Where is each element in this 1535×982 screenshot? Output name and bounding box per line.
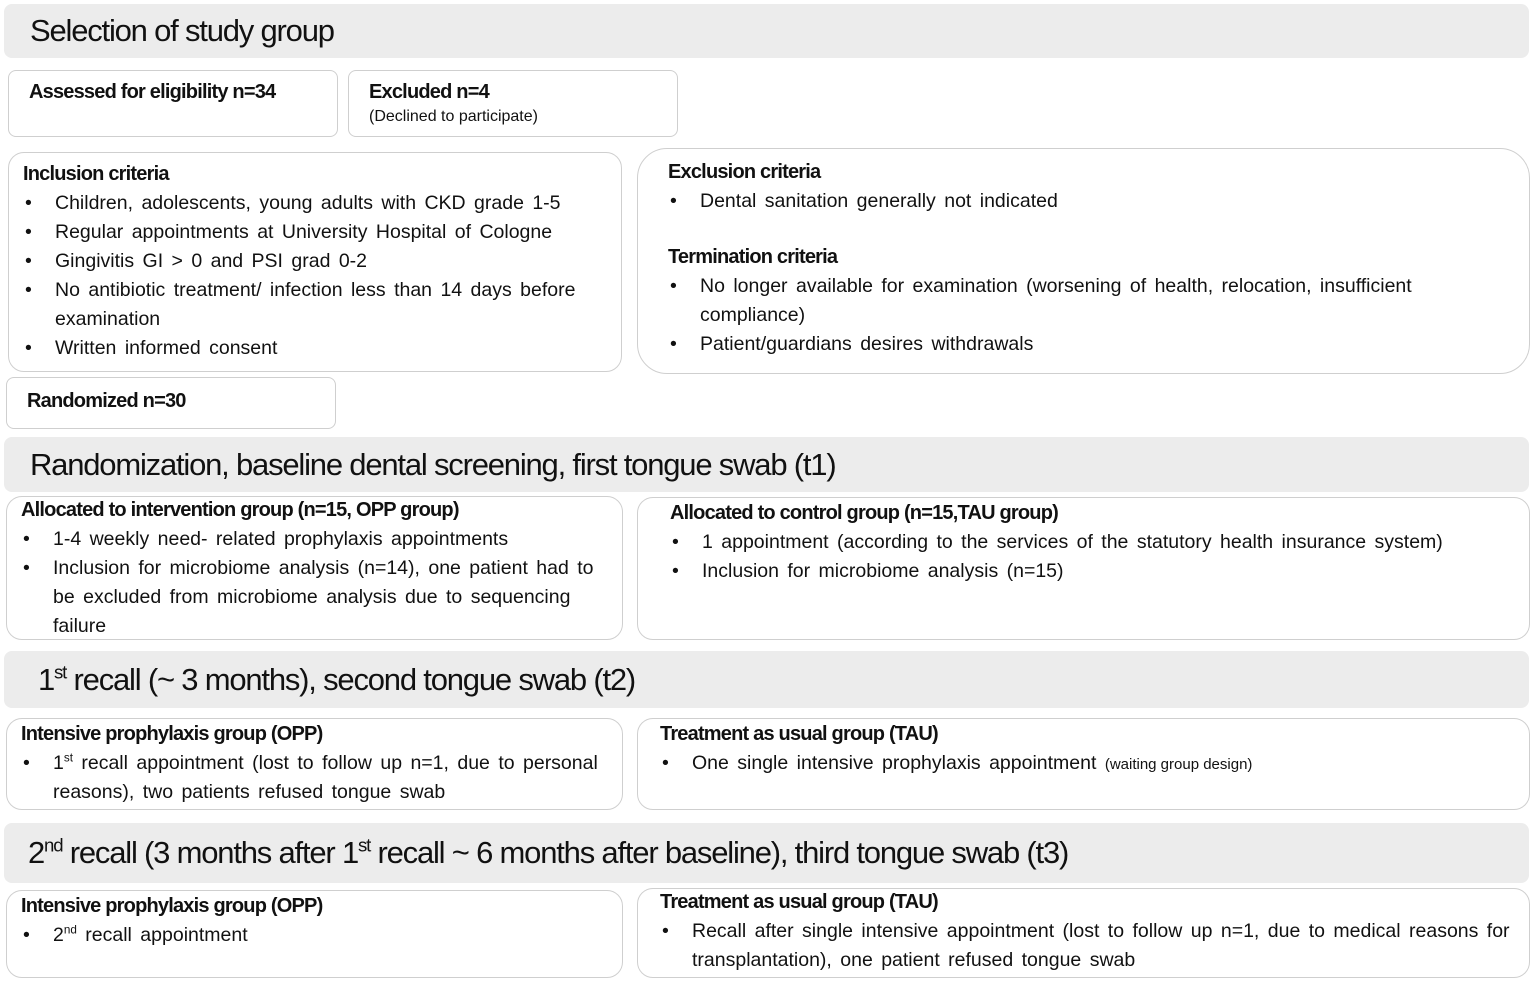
opp-first-recall-box xyxy=(6,718,623,810)
excluded-label: Excluded n=4 xyxy=(369,81,489,103)
tau1-title: Treatment as usual group (TAU) xyxy=(660,723,938,745)
control-group-box xyxy=(637,497,1530,640)
list-item: • One single intensive prophylaxis appointment (waiting group design) xyxy=(660,749,1511,779)
opp2-title: Intensive prophylaxis group (OPP) xyxy=(21,895,323,917)
list-item: • Gingivitis GI > 0 and PSI grad 0-2 xyxy=(23,247,607,276)
intervention-list xyxy=(21,525,608,641)
list-item: • 1st recall appointment (lost to follow up n=1, due to personal reasons), two patients refused tongue swab xyxy=(21,749,608,807)
section-title: 2nd recall (3 months after 1st recall ~ 6 months after baseline), third tongue swab (t3) xyxy=(28,834,1069,870)
randomized-label: Randomized n=30 xyxy=(27,390,186,412)
termination-title: Termination criteria xyxy=(668,246,838,268)
opp1-list xyxy=(21,749,608,807)
list-item: • No antibiotic treatment/ infection less than 14 days before examination xyxy=(23,276,607,334)
control-list xyxy=(670,528,1511,586)
randomized-box xyxy=(6,377,336,429)
opp1-title: Intensive prophylaxis group (OPP) xyxy=(21,723,323,745)
inclusion-criteria-box xyxy=(8,152,622,372)
list-item: • Recall after single intensive appointment (lost to follow up n=1, due to medical reasons for transplantation), one patient refused tongue swab xyxy=(660,917,1511,975)
list-item: • Inclusion for microbiome analysis (n=15) xyxy=(670,557,1511,586)
intervention-group-box xyxy=(6,496,623,640)
excluded-box xyxy=(348,70,678,137)
tau2-title: Treatment as usual group (TAU) xyxy=(660,891,938,913)
list-item: • No longer available for examination (worsening of health, relocation, insufficient compliance) xyxy=(668,272,1511,330)
list-item: • Dental sanitation generally not indicated xyxy=(668,187,1511,216)
tau-second-recall-box xyxy=(637,888,1530,978)
inclusion-list xyxy=(23,189,607,363)
excluded-note: (Declined to participate) xyxy=(369,108,538,125)
list-item: • Written informed consent xyxy=(23,334,607,363)
section-header-randomization xyxy=(4,437,1529,492)
exclusion-title: Exclusion criteria xyxy=(668,161,821,183)
section-title: Selection of study group xyxy=(30,13,334,48)
section-title: Randomization, baseline dental screening, first tongue swab (t1) xyxy=(30,446,836,482)
list-item: • Inclusion for microbiome analysis (n=14), one patient had to be excluded from microbiome analysis due to sequencing failure xyxy=(21,554,608,641)
list-item: • 2nd recall appointment xyxy=(21,921,608,950)
section-title: 1st recall (~ 3 months), second tongue swab (t2) xyxy=(38,661,636,697)
list-item: • Children, adolescents, young adults with CKD grade 1-5 xyxy=(23,189,607,218)
section-header-second-recall xyxy=(4,823,1529,883)
section-header-first-recall xyxy=(4,651,1529,708)
section-header-selection xyxy=(4,4,1529,58)
termination-list xyxy=(668,272,1511,359)
tau1-list xyxy=(660,749,1511,779)
tau-first-recall-box xyxy=(637,718,1530,810)
intervention-title: Allocated to intervention group (n=15, OPP group) xyxy=(21,499,459,521)
opp-second-recall-box xyxy=(6,890,623,978)
assessed-box xyxy=(8,70,338,137)
inclusion-title: Inclusion criteria xyxy=(23,163,169,185)
exclusion-list xyxy=(668,187,1511,216)
list-item: • 1-4 weekly need- related prophylaxis appointments xyxy=(21,525,608,554)
exclusion-termination-box xyxy=(637,148,1530,374)
list-item: • 1 appointment (according to the services of the statutory health insurance system) xyxy=(670,528,1511,557)
control-title: Allocated to control group (n=15,TAU group) xyxy=(670,502,1058,524)
assessed-label: Assessed for eligibility n=34 xyxy=(29,81,276,103)
list-item: • Regular appointments at University Hospital of Cologne xyxy=(23,218,607,247)
opp2-list xyxy=(21,921,608,950)
list-item: • Patient/guardians desires withdrawals xyxy=(668,330,1511,359)
tau2-list xyxy=(660,917,1511,975)
